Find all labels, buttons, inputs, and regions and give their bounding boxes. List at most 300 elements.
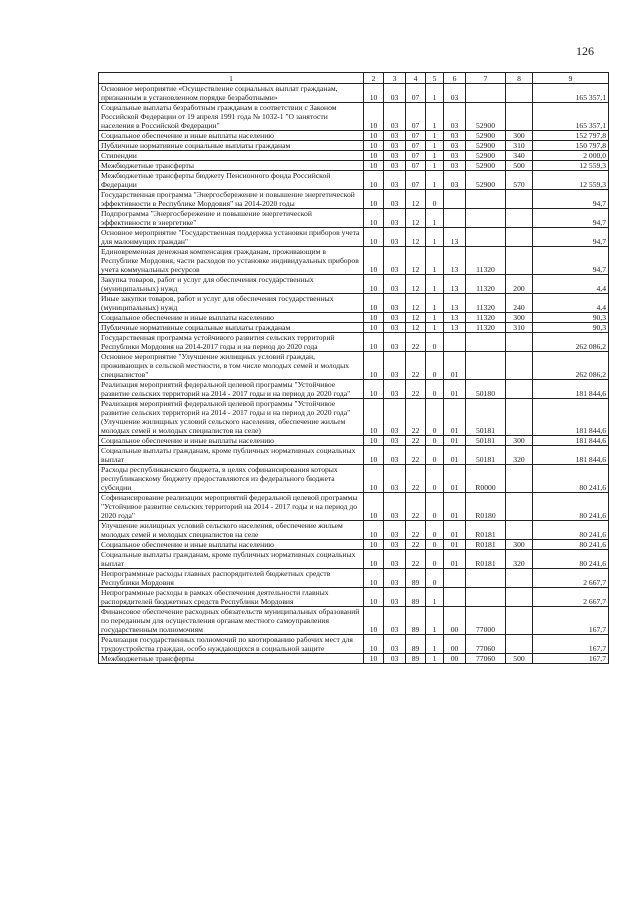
table-row	[99, 380, 609, 399]
program-code: 89	[406, 635, 426, 654]
event-code: 01	[444, 380, 466, 399]
direction-code: 77060	[466, 654, 506, 664]
row-description: Межбюджетные трансферты бюджету Пенсионного фонда Российской Федерации	[99, 171, 364, 190]
expense-type-code	[506, 588, 533, 607]
table-row	[99, 209, 609, 228]
section-code: 10	[364, 228, 384, 247]
table-row	[99, 399, 609, 436]
expense-type-code	[506, 521, 533, 540]
event-code: 03	[444, 151, 466, 161]
table-row	[99, 493, 609, 521]
header-row	[99, 73, 609, 84]
amount: 90,3	[533, 313, 609, 323]
expense-type-code: 320	[506, 550, 533, 569]
amount: 94,7	[533, 247, 609, 275]
direction-code: 50180	[466, 380, 506, 399]
expense-type-code	[506, 84, 533, 103]
subprogram-code: 0	[426, 352, 444, 380]
expense-type-code: 570	[506, 171, 533, 190]
row-description: Стипендии	[99, 151, 364, 161]
section-code: 10	[364, 190, 384, 209]
row-description: Непрограммные расходы главных распорядителей бюджетных средств Республики Мордовия	[99, 569, 364, 588]
subprogram-code: 1	[426, 151, 444, 161]
row-description: Улучшение жилищных условий сельского населения, обеспечение жильем молодых семей и молодых специалистов на селе	[99, 521, 364, 540]
amount: 165 357,1	[533, 84, 609, 103]
expense-type-code: 300	[506, 313, 533, 323]
table-row	[99, 131, 609, 141]
expense-type-code	[506, 380, 533, 399]
program-code: 12	[406, 294, 426, 313]
subprogram-code: 1	[426, 131, 444, 141]
section-code: 10	[364, 380, 384, 399]
row-description: Социальные выплаты гражданам, кроме публичных нормативных социальных выплат	[99, 550, 364, 569]
row-description: Социальное обеспечение и иные выплаты населению	[99, 313, 364, 323]
row-description: Социальное обеспечение и иные выплаты населению	[99, 436, 364, 446]
program-code: 07	[406, 131, 426, 141]
subprogram-code: 1	[426, 654, 444, 664]
program-code: 12	[406, 313, 426, 323]
direction-code: 50181	[466, 399, 506, 436]
subsection-code: 03	[384, 247, 406, 275]
table-row	[99, 635, 609, 654]
event-code: 01	[444, 550, 466, 569]
direction-code: R0181	[466, 550, 506, 569]
program-code: 89	[406, 607, 426, 635]
section-code: 10	[364, 84, 384, 103]
subprogram-code: 1	[426, 313, 444, 323]
row-description: Реализация мероприятий федеральной целевой программы "Устойчивое развитие сельских территорий на 2014 - 2017 годы и на период до 2020 года"	[99, 380, 364, 399]
direction-code	[466, 209, 506, 228]
direction-code	[466, 352, 506, 380]
row-description: Закупка товаров, работ и услуг для обеспечения государственных (муниципальных) нужд	[99, 275, 364, 294]
section-code: 10	[364, 446, 384, 465]
amount: 167,7	[533, 654, 609, 664]
section-code: 10	[364, 540, 384, 550]
subsection-code: 03	[384, 521, 406, 540]
subprogram-code: 0	[426, 569, 444, 588]
program-code: 07	[406, 141, 426, 151]
section-code: 10	[364, 131, 384, 141]
direction-code: 50181	[466, 436, 506, 446]
section-code: 10	[364, 588, 384, 607]
event-code: 03	[444, 103, 466, 131]
direction-code: R0000	[466, 465, 506, 493]
amount: 4,4	[533, 294, 609, 313]
program-code: 22	[406, 540, 426, 550]
row-description: Публичные нормативные социальные выплаты гражданам	[99, 323, 364, 333]
expense-type-code: 300	[506, 131, 533, 141]
expense-type-code: 340	[506, 151, 533, 161]
column-header: 9	[533, 73, 609, 84]
table-row	[99, 446, 609, 465]
event-code: 00	[444, 635, 466, 654]
subsection-code: 03	[384, 151, 406, 161]
column-header: 5	[426, 73, 444, 84]
row-description: Социальное обеспечение и иные выплаты населению	[99, 540, 364, 550]
direction-code: 77060	[466, 635, 506, 654]
expense-type-code: 500	[506, 161, 533, 171]
budget-table-container	[98, 72, 609, 664]
expense-type-code: 310	[506, 323, 533, 333]
table-row	[99, 313, 609, 323]
direction-code: 11320	[466, 275, 506, 294]
event-code: 13	[444, 323, 466, 333]
row-description: Межбюджетные трансферты	[99, 654, 364, 664]
subprogram-code: 0	[426, 190, 444, 209]
table-row	[99, 569, 609, 588]
subprogram-code: 1	[426, 588, 444, 607]
program-code: 89	[406, 569, 426, 588]
amount: 181 844,6	[533, 380, 609, 399]
table-row	[99, 550, 609, 569]
amount: 181 844,6	[533, 436, 609, 446]
direction-code	[466, 569, 506, 588]
direction-code: R0181	[466, 521, 506, 540]
direction-code: 11320	[466, 294, 506, 313]
section-code: 10	[364, 399, 384, 436]
amount: 2 667,7	[533, 588, 609, 607]
section-code: 10	[364, 247, 384, 275]
subsection-code: 03	[384, 607, 406, 635]
direction-code: 11320	[466, 323, 506, 333]
table-row	[99, 190, 609, 209]
subprogram-code: 1	[426, 103, 444, 131]
event-code: 13	[444, 228, 466, 247]
direction-code: 52900	[466, 151, 506, 161]
amount: 4,4	[533, 275, 609, 294]
table-row	[99, 84, 609, 103]
table-row	[99, 588, 609, 607]
section-code: 10	[364, 333, 384, 352]
budget-table	[98, 72, 609, 664]
subsection-code: 03	[384, 540, 406, 550]
subprogram-code: 1	[426, 171, 444, 190]
subprogram-code: 0	[426, 436, 444, 446]
row-description: Основное мероприятие "Государственная поддержка установки приборов учета для малоимущих граждан"	[99, 228, 364, 247]
subsection-code: 03	[384, 190, 406, 209]
program-code: 89	[406, 588, 426, 607]
direction-code	[466, 333, 506, 352]
direction-code	[466, 84, 506, 103]
event-code	[444, 209, 466, 228]
program-code: 22	[406, 352, 426, 380]
subsection-code: 03	[384, 294, 406, 313]
program-code: 12	[406, 275, 426, 294]
amount: 150 797,8	[533, 141, 609, 151]
expense-type-code: 320	[506, 446, 533, 465]
table-row	[99, 465, 609, 493]
expense-type-code	[506, 493, 533, 521]
row-description: Единовременная денежная компенсация гражданам, проживающим в Республике Мордовия, части расходов по установке индивидуальных приборов учета коммунальных ресурсов	[99, 247, 364, 275]
section-code: 10	[364, 654, 384, 664]
subsection-code: 03	[384, 465, 406, 493]
expense-type-code: 500	[506, 654, 533, 664]
direction-code: 11320	[466, 247, 506, 275]
subsection-code: 03	[384, 171, 406, 190]
expense-type-code	[506, 607, 533, 635]
amount: 165 357,1	[533, 103, 609, 131]
section-code: 10	[364, 607, 384, 635]
event-code: 03	[444, 131, 466, 141]
direction-code	[466, 228, 506, 247]
event-code: 01	[444, 352, 466, 380]
table-row	[99, 228, 609, 247]
subsection-code: 03	[384, 275, 406, 294]
subprogram-code: 1	[426, 323, 444, 333]
amount: 167,7	[533, 607, 609, 635]
program-code: 07	[406, 84, 426, 103]
amount: 12 559,3	[533, 171, 609, 190]
subprogram-code: 0	[426, 333, 444, 352]
subprogram-code: 1	[426, 228, 444, 247]
expense-type-code	[506, 228, 533, 247]
expense-type-code: 300	[506, 436, 533, 446]
row-description: Реализация мероприятий федеральной целевой программы "Устойчивое развитие сельских территорий на 2014 - 2017 годы и на период до 2020 года" (Улучшение жилищных условий сельского населения, обеспечение жильем молодых семей и молодых специалистов на селе)	[99, 399, 364, 436]
subprogram-code: 0	[426, 465, 444, 493]
subsection-code: 03	[384, 352, 406, 380]
amount: 262 086,2	[533, 352, 609, 380]
program-code: 22	[406, 333, 426, 352]
subsection-code: 03	[384, 635, 406, 654]
expense-type-code	[506, 103, 533, 131]
direction-code: R0181	[466, 540, 506, 550]
row-description: Государственная программа устойчивого развития сельских территорий Республики Мордовия на 2014-2017 годы и на период до 2020 года	[99, 333, 364, 352]
program-code: 89	[406, 654, 426, 664]
event-code: 01	[444, 399, 466, 436]
subprogram-code: 0	[426, 399, 444, 436]
expense-type-code: 310	[506, 141, 533, 151]
event-code: 01	[444, 446, 466, 465]
amount: 80 241,6	[533, 550, 609, 569]
subprogram-code: 0	[426, 380, 444, 399]
row-description: Публичные нормативные социальные выплаты гражданам	[99, 141, 364, 151]
direction-code: 11320	[466, 313, 506, 323]
subsection-code: 03	[384, 493, 406, 521]
table-row	[99, 103, 609, 131]
row-description: Софинансирование реализации мероприятий федеральной целевой программы "Устойчивое развитие сельских территорий на 2014 - 2017 годы и на период до 2020 года"	[99, 493, 364, 521]
event-code	[444, 333, 466, 352]
subsection-code: 03	[384, 323, 406, 333]
section-code: 10	[364, 521, 384, 540]
subsection-code: 03	[384, 569, 406, 588]
event-code: 13	[444, 294, 466, 313]
row-description: Государственная программа "Энергосбережение и повышение энергетической эффективности в Республике Мордовия" на 2014-2020 годы	[99, 190, 364, 209]
amount: 12 559,3	[533, 161, 609, 171]
amount: 2 667,7	[533, 569, 609, 588]
program-code: 22	[406, 493, 426, 521]
amount: 167,7	[533, 635, 609, 654]
expense-type-code	[506, 352, 533, 380]
table-row	[99, 171, 609, 190]
table-row	[99, 141, 609, 151]
section-code: 10	[364, 313, 384, 323]
subsection-code: 03	[384, 228, 406, 247]
event-code	[444, 588, 466, 607]
page-number: 126	[576, 44, 594, 58]
column-header: 6	[444, 73, 466, 84]
section-code: 10	[364, 465, 384, 493]
table-row	[99, 247, 609, 275]
subsection-code: 03	[384, 141, 406, 151]
subsection-code: 03	[384, 161, 406, 171]
program-code: 22	[406, 465, 426, 493]
expense-type-code	[506, 333, 533, 352]
row-description: Непрограммные расходы в рамках обеспечения деятельности главных распорядителей бюджетных средств Республики Мордовия	[99, 588, 364, 607]
column-header: 8	[506, 73, 533, 84]
event-code: 13	[444, 275, 466, 294]
subsection-code: 03	[384, 436, 406, 446]
event-code: 03	[444, 141, 466, 151]
subprogram-code: 1	[426, 607, 444, 635]
section-code: 10	[364, 294, 384, 313]
amount: 181 844,6	[533, 446, 609, 465]
table-row	[99, 151, 609, 161]
program-code: 22	[406, 399, 426, 436]
subprogram-code: 1	[426, 84, 444, 103]
row-description: Основное мероприятие "Улучшение жилищных условий граждан, проживающих в сельской местности, в том числе молодых семей и молодых специалистов"	[99, 352, 364, 380]
expense-type-code: 240	[506, 294, 533, 313]
program-code: 12	[406, 323, 426, 333]
direction-code: 52900	[466, 171, 506, 190]
program-code: 22	[406, 380, 426, 399]
amount: 181 844,6	[533, 399, 609, 436]
expense-type-code	[506, 190, 533, 209]
table-row	[99, 436, 609, 446]
row-description: Расходы республиканского бюджета, в целях софинансирования которых республиканскому бюджету предоставляются из федерального бюджета субсидии	[99, 465, 364, 493]
subprogram-code: 1	[426, 161, 444, 171]
section-code: 10	[364, 103, 384, 131]
expense-type-code	[506, 635, 533, 654]
row-description: Реализация государственных полномочий по квотированию рабочих мест для трудоустройства граждан, особо нуждающихся в социальной защите	[99, 635, 364, 654]
expense-type-code	[506, 247, 533, 275]
program-code: 07	[406, 171, 426, 190]
amount: 80 241,6	[533, 465, 609, 493]
subsection-code: 03	[384, 380, 406, 399]
direction-code: 77000	[466, 607, 506, 635]
amount: 94,7	[533, 209, 609, 228]
subsection-code: 03	[384, 103, 406, 131]
event-code	[444, 190, 466, 209]
amount: 2 000,0	[533, 151, 609, 161]
subsection-code: 03	[384, 131, 406, 141]
direction-code: 52900	[466, 131, 506, 141]
row-description: Подпрограмма "Энергосбережение и повышение энергетической эффективности в энергетике"	[99, 209, 364, 228]
event-code: 01	[444, 493, 466, 521]
row-description: Иные закупки товаров, работ и услуг для обеспечения государственных (муниципальных) нужд	[99, 294, 364, 313]
expense-type-code	[506, 465, 533, 493]
section-code: 10	[364, 635, 384, 654]
direction-code: 50181	[466, 446, 506, 465]
subsection-code: 03	[384, 209, 406, 228]
expense-type-code	[506, 209, 533, 228]
table-row	[99, 333, 609, 352]
program-code: 07	[406, 103, 426, 131]
subsection-code: 03	[384, 84, 406, 103]
program-code: 22	[406, 446, 426, 465]
subprogram-code: 1	[426, 209, 444, 228]
row-description: Социальные выплаты гражданам, кроме публичных нормативных социальных выплат	[99, 446, 364, 465]
program-code: 07	[406, 161, 426, 171]
table-row	[99, 654, 609, 664]
program-code: 22	[406, 550, 426, 569]
table-row	[99, 294, 609, 313]
amount: 152 797,8	[533, 131, 609, 141]
column-header: 4	[406, 73, 426, 84]
expense-type-code	[506, 399, 533, 436]
section-code: 10	[364, 141, 384, 151]
event-code: 01	[444, 436, 466, 446]
amount: 262 086,2	[533, 333, 609, 352]
subprogram-code: 1	[426, 141, 444, 151]
table-row	[99, 540, 609, 550]
event-code: 03	[444, 84, 466, 103]
direction-code: 52900	[466, 103, 506, 131]
table-row	[99, 607, 609, 635]
subsection-code: 03	[384, 550, 406, 569]
subprogram-code: 1	[426, 635, 444, 654]
subprogram-code: 1	[426, 275, 444, 294]
column-header: 2	[364, 73, 384, 84]
row-description: Социальные выплаты безработным гражданам в соответствии с Законом Российской Федерации от 19 апреля 1991 года № 1032-1 "О занятости населения в Российской Федерации"	[99, 103, 364, 131]
direction-code: 52900	[466, 141, 506, 151]
expense-type-code: 200	[506, 275, 533, 294]
section-code: 10	[364, 569, 384, 588]
expense-type-code: 300	[506, 540, 533, 550]
event-code: 00	[444, 654, 466, 664]
table-row	[99, 323, 609, 333]
column-header: 1	[99, 73, 364, 84]
program-code: 22	[406, 436, 426, 446]
event-code: 03	[444, 161, 466, 171]
subprogram-code: 0	[426, 446, 444, 465]
section-code: 10	[364, 352, 384, 380]
event-code: 13	[444, 313, 466, 323]
expense-type-code	[506, 569, 533, 588]
subsection-code: 03	[384, 399, 406, 436]
section-code: 10	[364, 209, 384, 228]
amount: 80 241,6	[533, 540, 609, 550]
subprogram-code: 0	[426, 550, 444, 569]
event-code: 00	[444, 607, 466, 635]
direction-code	[466, 588, 506, 607]
subprogram-code: 1	[426, 247, 444, 275]
section-code: 10	[364, 550, 384, 569]
row-description: Межбюджетные трансферты	[99, 161, 364, 171]
subprogram-code: 0	[426, 493, 444, 521]
program-code: 07	[406, 151, 426, 161]
subsection-code: 03	[384, 333, 406, 352]
event-code: 03	[444, 171, 466, 190]
row-description: Финансовое обеспечение расходных обязательств муниципальных образований по переданным для осуществления органам местного самоуправления государственным полномочиям	[99, 607, 364, 635]
amount: 90,3	[533, 323, 609, 333]
program-code: 12	[406, 228, 426, 247]
column-header: 7	[466, 73, 506, 84]
amount: 80 241,6	[533, 493, 609, 521]
subprogram-code: 0	[426, 521, 444, 540]
table-row	[99, 161, 609, 171]
program-code: 12	[406, 247, 426, 275]
row-description: Основное мероприятие «Осуществление социальных выплат гражданам, признанным в установленном порядке безработными»	[99, 84, 364, 103]
subprogram-code: 0	[426, 540, 444, 550]
row-description: Социальное обеспечение и иные выплаты населению	[99, 131, 364, 141]
program-code: 12	[406, 190, 426, 209]
section-code: 10	[364, 323, 384, 333]
direction-code	[466, 190, 506, 209]
subprogram-code: 1	[426, 294, 444, 313]
event-code: 01	[444, 465, 466, 493]
direction-code: R0180	[466, 493, 506, 521]
section-code: 10	[364, 171, 384, 190]
